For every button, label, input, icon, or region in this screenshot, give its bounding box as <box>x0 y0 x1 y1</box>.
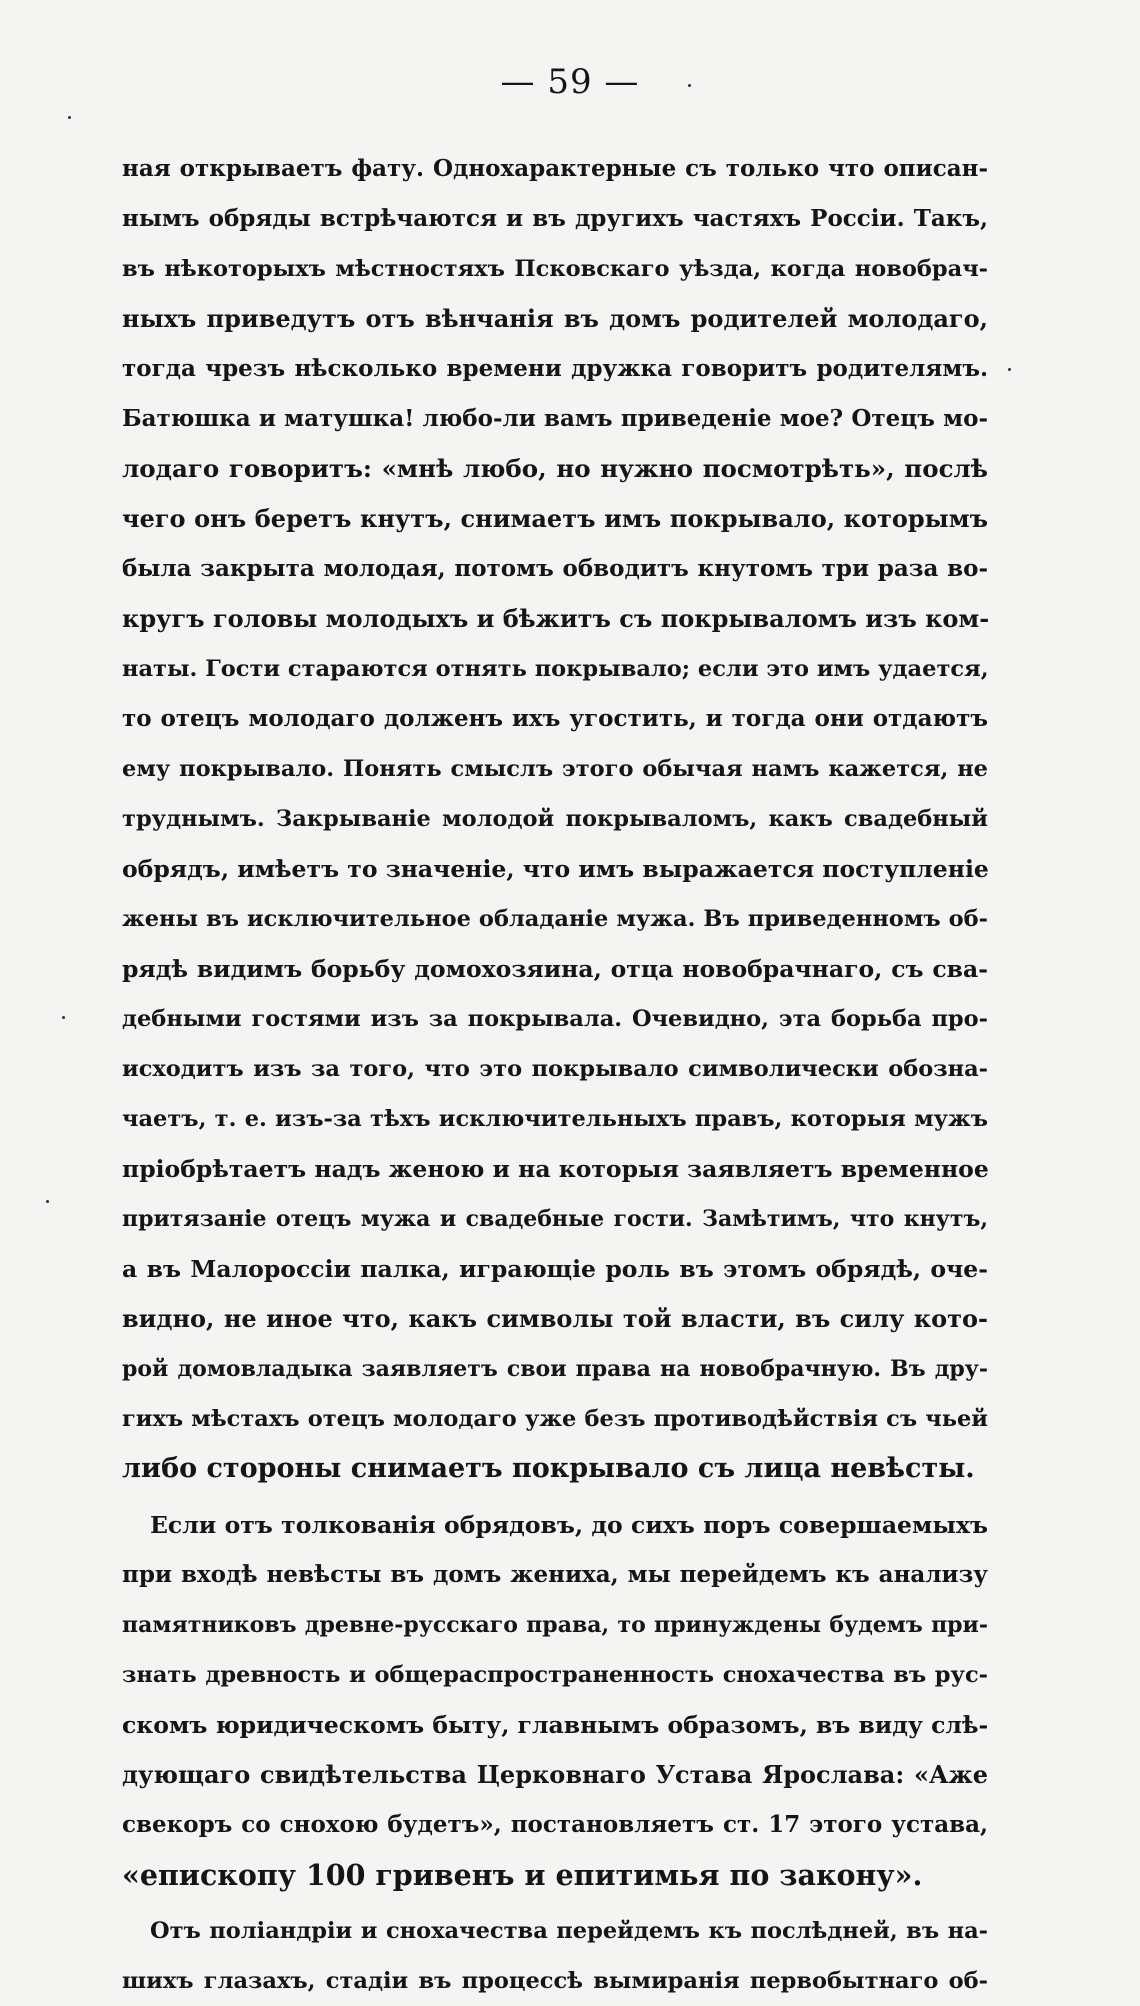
paragraph-3 <box>122 1906 988 2006</box>
text-line: притязаніе отецъ мужа и свадебные гости. Замѣтимъ, что кнутъ, <box>122 1206 988 1232</box>
page-number: — 59 — <box>500 62 640 102</box>
text-line: ему покрывало. Понять смыслъ этого обычая намъ кажется, не <box>122 756 988 782</box>
text-line: скомъ юридическомъ быту, главнымъ образомъ, въ виду слѣ- <box>122 1711 989 1739</box>
text-line: рой домовладыка заявляетъ свои права на новобрачную. Въ дру- <box>122 1356 988 1382</box>
text-line: при входѣ невѣсты въ домъ жениха, мы перейдемъ къ анализу <box>122 1561 988 1588</box>
scan-speck <box>62 1016 65 1019</box>
text-line: труднымъ. Закрываніе молодой покрываломъ, какъ свадебный <box>122 806 988 832</box>
text-line: «епископу 100 гривенъ и епитимья по закону». <box>122 1858 923 1892</box>
text-line: исходитъ изъ за того, что это покрывало символически обозна- <box>122 1056 988 1082</box>
scan-speck <box>688 84 691 87</box>
text-line: а въ Малороссіи палка, играющіе роль въ этомъ обрядѣ, оче- <box>122 1255 988 1283</box>
text-line: Батюшка и матушка! любо-ли вамъ приведеніе мое? Отецъ мо- <box>122 405 988 432</box>
paragraph-1 <box>122 144 988 1494</box>
text-line: рядѣ видимъ борьбу домохозяина, отца новобрачнаго, съ сва- <box>122 955 988 983</box>
scan-speck <box>1008 368 1011 371</box>
text-line: свекоръ со снохою будетъ», постановляетъ ст. 17 этого устава, <box>122 1811 988 1838</box>
text-line: нымъ обряды встрѣчаются и въ другихъ частяхъ Россіи. Такъ, <box>122 205 988 232</box>
text-line: дебными гостями изъ за покрывала. Очевидно, эта борьба про- <box>122 1006 988 1032</box>
scan-speck <box>46 1200 49 1203</box>
text-line: Если отъ толкованія обрядовъ, до сихъ поръ совершаемыхъ <box>150 1511 988 1539</box>
text-line: памятниковъ древне-русскаго права, то принуждены будемъ при- <box>122 1612 988 1638</box>
text-line: была закрыта молодая, потомъ обводитъ кнутомъ три раза во- <box>122 555 988 582</box>
text-line: пріобрѣтаетъ надъ женою и на которыя заявляетъ временное <box>122 1155 989 1183</box>
text-line: знать древность и общераспространенность снохачества въ рус- <box>122 1662 988 1688</box>
text-line: обрядъ, имѣетъ то значеніе, что имъ выражается поступленіе <box>122 855 989 883</box>
text-line: чаетъ, т. е. изъ-за тѣхъ исключительныхъ правъ, которыя мужъ <box>122 1106 988 1132</box>
text-line: видно, не иное что, какъ символы той власти, въ силу кото- <box>122 1304 988 1333</box>
text-line: то отецъ молодаго долженъ ихъ угостить, и тогда они отдаютъ <box>122 705 988 732</box>
text-line: Отъ поліандріи и снохачества перейдемъ къ послѣдней, въ на- <box>150 1918 988 1944</box>
body-text <box>122 144 988 2006</box>
paragraph-2 <box>122 1500 988 1900</box>
text-line: кругъ головы молодыхъ и бѣжитъ съ покрываломъ изъ ком- <box>122 604 990 633</box>
text-line: въ нѣкоторыхъ мѣстностяхъ Псковскаго уѣзда, когда новобрач- <box>122 256 988 282</box>
text-line: жены въ исключительное обладаніе мужа. Въ приведенномъ об- <box>122 906 988 932</box>
text-line: ная открываетъ фату. Однохарактерные съ только что описан- <box>122 155 988 182</box>
text-line: шихъ глазахъ, стадіи въ процессѣ вымиранія первобытнаго об- <box>122 1968 988 1994</box>
text-line: дующаго свидѣтельства Церковнаго Устава Ярослава: «Аже <box>122 1760 988 1789</box>
scan-speck <box>68 116 71 119</box>
text-line: чего онъ беретъ кнутъ, снимаетъ имъ покрывало, которымъ <box>122 504 988 533</box>
text-line: тогда чрезъ нѣсколько времени дружка говоритъ родителямъ. <box>122 355 988 382</box>
text-line: наты. Гости стараются отнять покрывало; если это имъ удается, <box>122 656 989 682</box>
text-line: гихъ мѣстахъ отецъ молодаго уже безъ противодѣйствія съ чьей <box>122 1406 988 1432</box>
text-line: ныхъ приведутъ отъ вѣнчанія въ домъ родителей молодаго, <box>122 304 988 333</box>
text-line: лодаго говоритъ: «мнѣ любо, но нужно посмотрѣть», послѣ <box>122 454 988 483</box>
text-line: либо стороны снимаетъ покрывало съ лица невѣсты. <box>122 1453 975 1484</box>
